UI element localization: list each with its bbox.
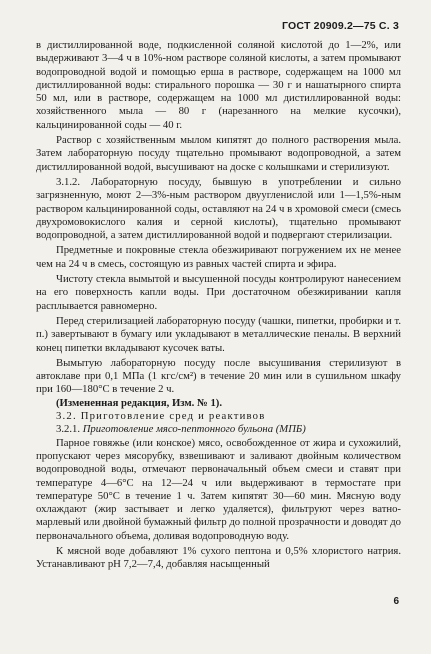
paragraph-4: Предметные и покровные стекла обезжиривают погружением их не менее чем на 24 ч в смесь, состоящую из равных частей спирта и эфира. [36,244,401,270]
paragraph-2: Раствор с хозяйственным мылом кипятят до полного растворения мыла. Затем лабораторную посуду тщательно промывают водопроводной, а затем дистиллированной водой, высушивают на доске с колышками и стерилизуют. [36,134,401,173]
section-3-2-1-number: 3.2.1. [56,423,81,436]
page-number: 6 [393,596,399,607]
section-3-2-1-heading [36,423,401,436]
section-3-2-heading: 3.2. Приготовление сред и реактивов [56,410,266,423]
paragraph-9: К мясной воде добавляют 1% сухого пептона и 0,5% хлористого натрия. Устанавливают рН 7,2—7,4, добавляя насыщенный [36,544,401,571]
paragraph-5: Чистоту стекла вымытой и высушенной посуды контролируют нанесением на его поверхность капли воды. При достаточном обезжиривании капля расплывается равномерно. [36,273,401,312]
paragraph-1: в дистиллированной воде, подкисленной соляной кислотой до 1—2%, или выдерживают 3—4 ч в 10%-ном растворе соляной кислоты, а затем промывают водопроводной водой и помощью ерша в растворе, содержащем на 1000 мл дистиллированной воды: стирального порошка — 30 г и нашатырного спирта 50 мл, или в растворе, содержащем на 1000 мл дистиллированной воды: хозяйственного мыла — 80 г (нарезанного на мелкие кусочки), кальцинированной соды — 40 г. [36,39,401,131]
amendment-note: (Измененная редакция, Изм. № 1). [56,396,223,409]
page-header: ГОСТ 20909.2—75 С. 3 [282,20,399,32]
paragraph-6: Перед стерилизацией лабораторную посуду (чашки, пипетки, пробирки и т. п.) завертывают в бумагу или укладывают в металлические пеналы. В верхний конец пипетки вкладывают кусочек ваты. [36,314,401,354]
paragraph-3: 3.1.2. Лабораторную посуду, бывшую в употреблении и сильно загрязненную, моют 2—3%-ным раствором двуугленислой или 1—1,5%-ным раствором кальцинированной соды, оставляют на 24 ч в хромовой смеси (смесь двухромовокислого калия и серной кислоты), тщательно промывают водопроводной, а затем дистиллированной водой и подвергают стерилизации. [36,175,401,242]
section-3-2-1-title: Приготовление мясо-пептонного бульона (МПБ) [82,423,306,436]
paragraph-7: Вымытую лабораторную посуду после высушивания стерилизуют в автоклаве при 0,1 МПа (1 кгс/см²) в течение 20 мин или в сушильном шкафу при 160—180°С в течение 2 ч. [36,356,401,396]
document-body [36,39,401,572]
paragraph-8: Парное говяжье (или конское) мясо, освобожденное от жира и сухожилий, пропускают через мясорубку, взвешивают и заливают двойным количеством водопроводной воды, отмечают первоначальный объем смеси и ставят при температуре 4—6°С на 12—24 ч или выдерживают в термостате при температуре 50°С в течение 1 ч. Затем кипятят 30—60 мин. Мясную воду охлаждают (жир застывает и легко удаляется), фильтруют через ватно-марлевый или двойной бумажный фильтр до полной прозрачности и доводят до первоначального объема, доливая водопроводную воду. [36,436,401,542]
